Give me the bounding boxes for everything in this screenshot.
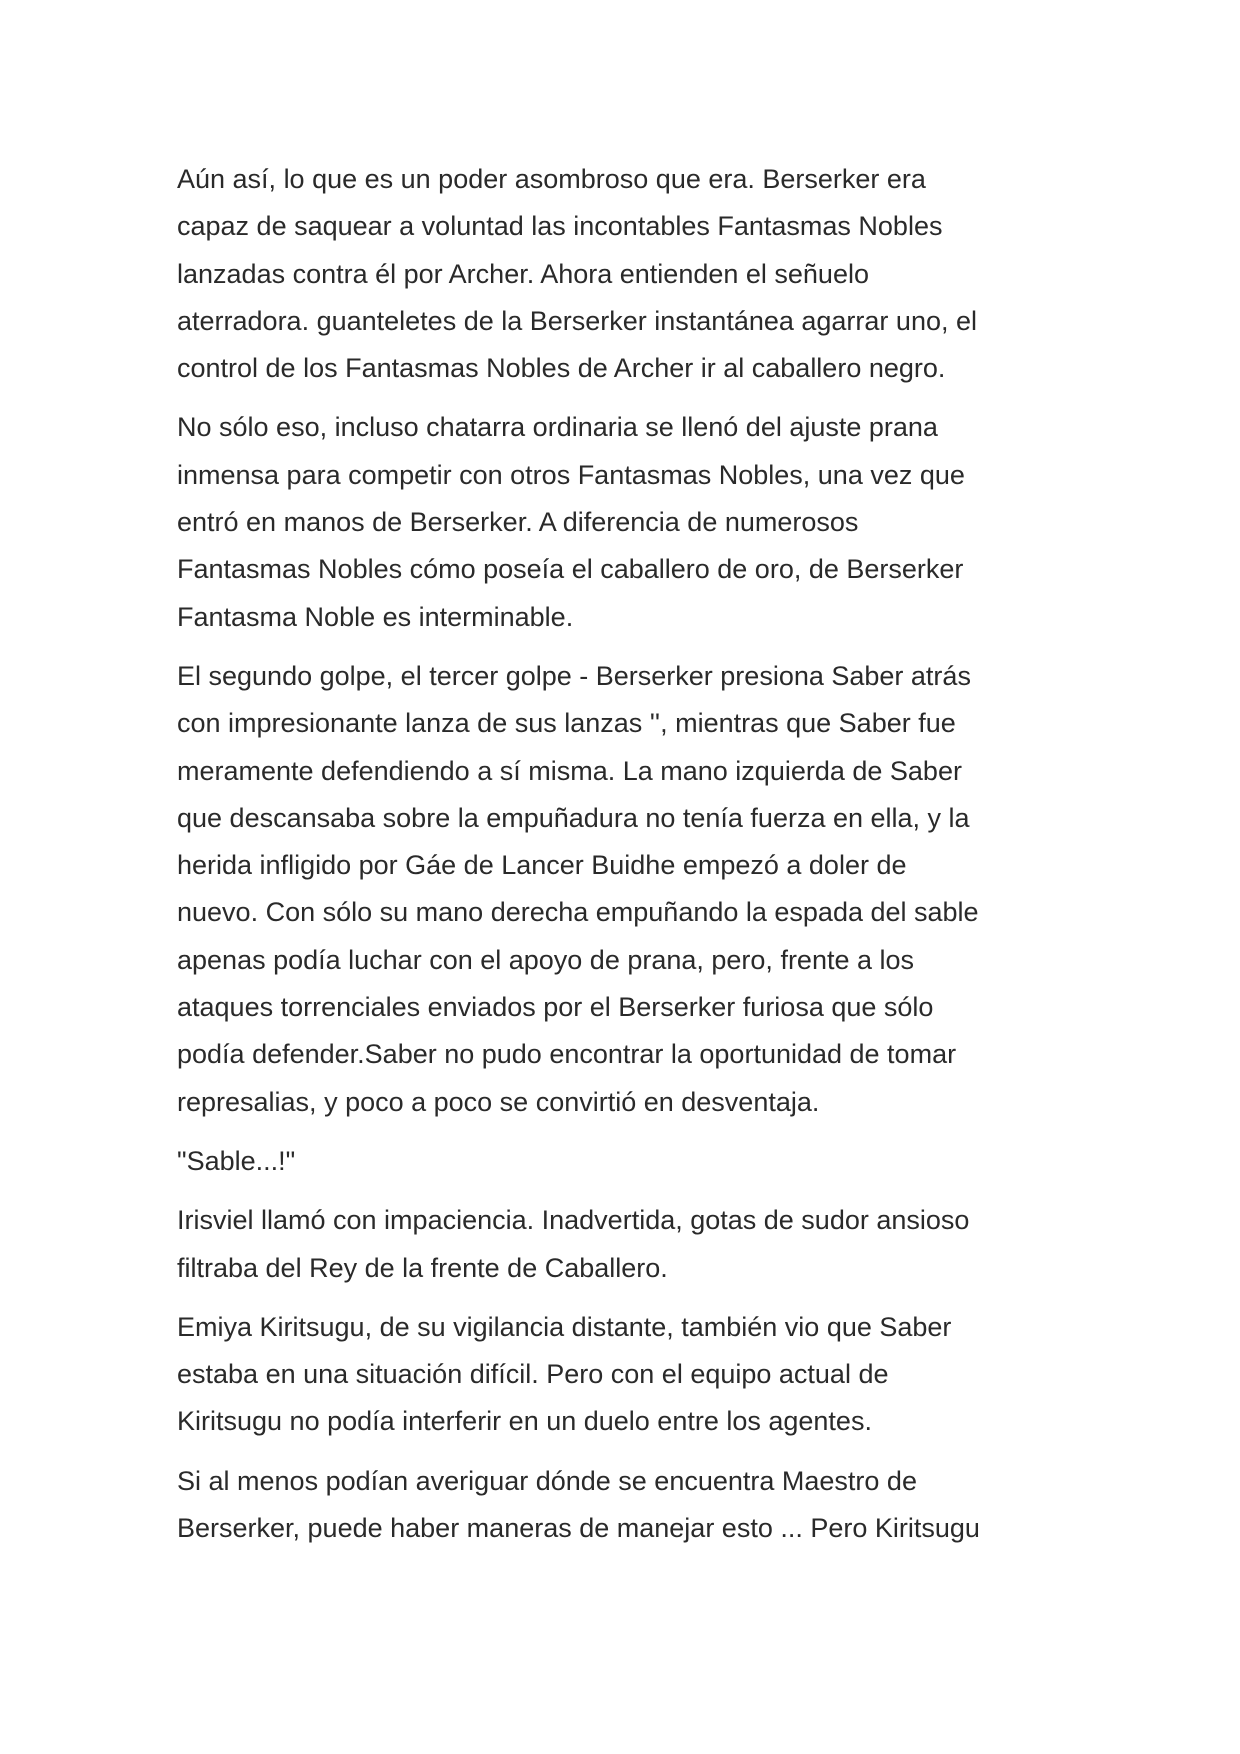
text-line: podía defender.Saber no pudo encontrar la oportunidad de tomar xyxy=(177,1039,957,1070)
paragraph-7 xyxy=(177,1458,1077,1553)
text-line: lanzadas contra él por Archer. Ahora entienden el señuelo xyxy=(177,258,869,289)
text-line: No sólo eso, incluso chatarra ordinaria se llenó del ajuste prana xyxy=(177,412,938,443)
paragraph-2 xyxy=(177,404,1077,640)
text-line: apenas podía luchar con el apoyo de prana, pero, frente a los xyxy=(177,944,915,975)
text-line: inmensa para competir con otros Fantasmas Nobles, una vez que xyxy=(177,459,965,490)
text-line: Berserker, puede haber maneras de manejar esto ... Pero Kiritsugu xyxy=(177,1513,980,1544)
text-line: Emiya Kiritsugu, de su vigilancia distante, también vio que Saber xyxy=(177,1311,952,1342)
text-line: "Sable...!" xyxy=(177,1145,296,1176)
text-line: capaz de saquear a voluntad las incontables Fantasmas Nobles xyxy=(177,211,943,242)
text-line: Fantasma Noble es interminable. xyxy=(177,601,574,632)
paragraph-3 xyxy=(177,653,1077,1126)
text-line: filtraba del Rey de la frente de Caballero. xyxy=(177,1252,668,1283)
text-line: Kiritsugu no podía interferir en un duelo entre los agentes. xyxy=(177,1406,872,1437)
text-line: aterradora. guanteletes de la Berserker instantánea agarrar uno, el xyxy=(177,305,977,336)
text-line: ataques torrenciales enviados por el Berserker furiosa que sólo xyxy=(177,992,934,1023)
text-line: Si al menos podían averiguar dónde se encuentra Maestro de xyxy=(177,1465,917,1496)
text-line: meramente defendiendo a sí misma. La mano izquierda de Saber xyxy=(177,755,962,786)
text-line: nuevo. Con sólo su mano derecha empuñando la espada del sable xyxy=(177,897,979,928)
text-line: El segundo golpe, el tercer golpe - Berserker presiona Saber atrás xyxy=(177,660,971,691)
text-line: Irisviel llamó con impaciencia. Inadvertida, gotas de sudor ansioso xyxy=(177,1205,970,1236)
text-line: con impresionante lanza de sus lanzas '', mientras que Saber fue xyxy=(177,708,956,739)
document-body xyxy=(177,156,1077,1564)
paragraph-6 xyxy=(177,1304,1077,1446)
text-line: que descansaba sobre la empuñadura no tenía fuerza en ella, y la xyxy=(177,802,970,833)
paragraph-5 xyxy=(177,1197,1077,1292)
text-line: control de los Fantasmas Nobles de Archer ir al caballero negro. xyxy=(177,353,946,384)
paragraph-4 xyxy=(177,1138,1077,1185)
text-line: Fantasmas Nobles cómo poseía el caballero de oro, de Berserker xyxy=(177,554,964,585)
text-line: represalias, y poco a poco se convirtió en desventaja. xyxy=(177,1086,820,1117)
text-line: Aún así, lo que es un poder asombroso que era. Berserker era xyxy=(177,164,926,194)
paragraph-1 xyxy=(177,156,1077,392)
text-line: estaba en una situación difícil. Pero con el equipo actual de xyxy=(177,1359,889,1390)
text-line: herida infligido por Gáe de Lancer Buidhe empezó a doler de xyxy=(177,850,907,881)
text-line: entró en manos de Berserker. A diferencia de numerosos xyxy=(177,507,859,538)
